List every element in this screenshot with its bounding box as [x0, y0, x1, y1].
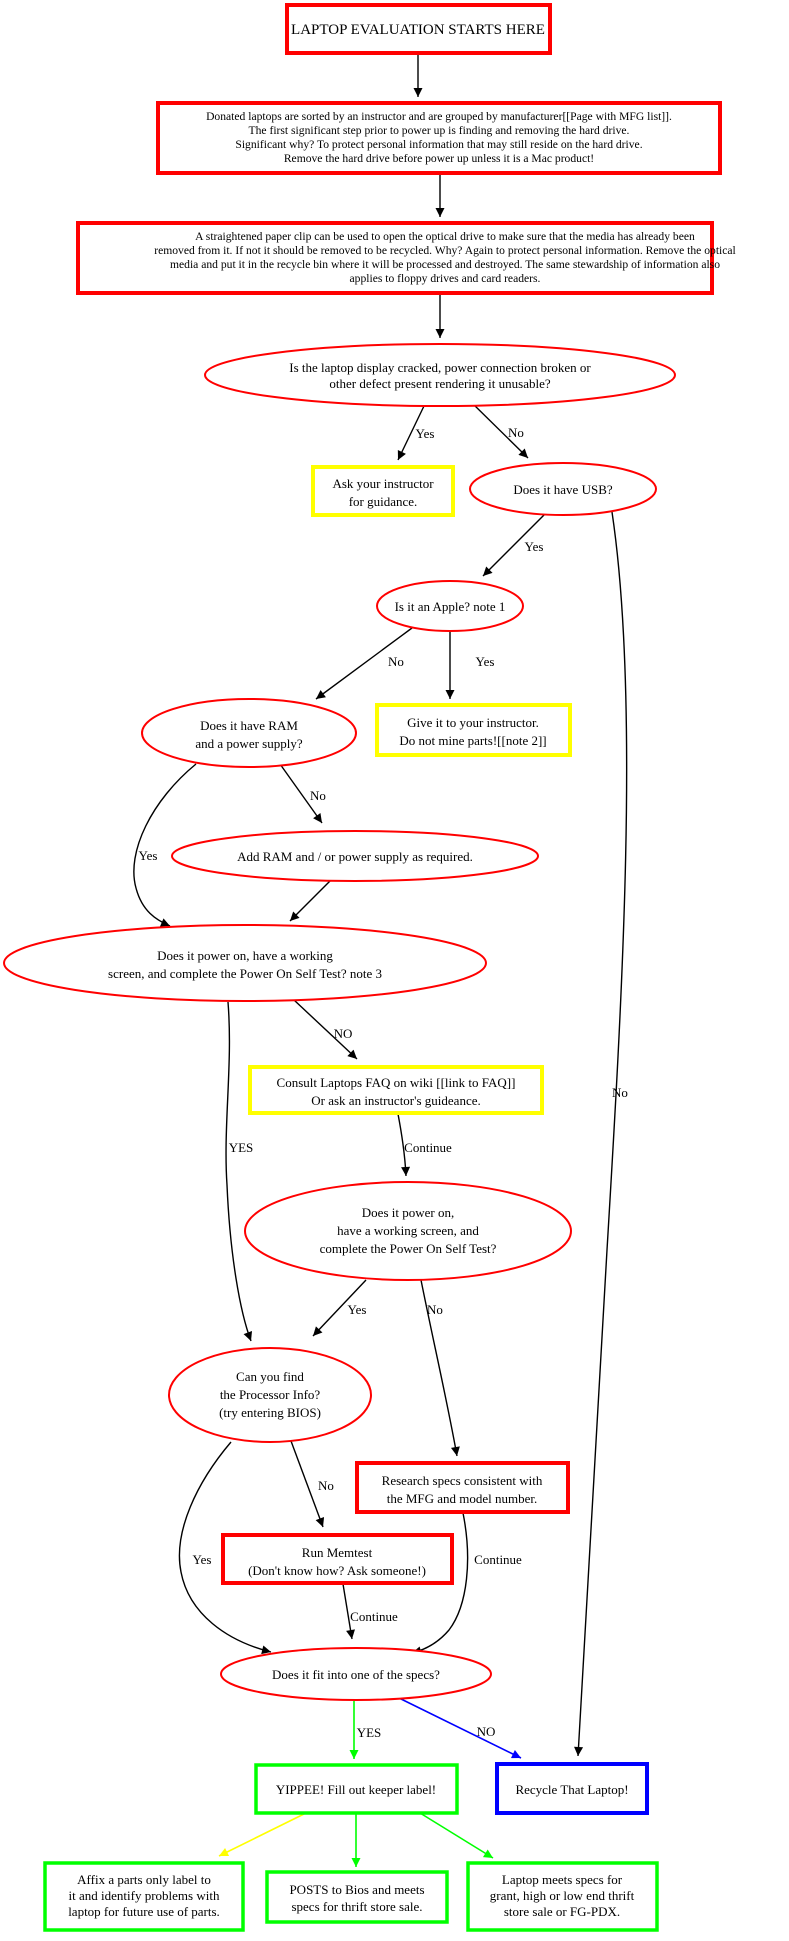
parts-label-line-1: Affix a parts only label to [77, 1872, 211, 1887]
edge-label-cracked-yes: Yes [415, 426, 435, 441]
edge-label-post1-no: NO [333, 1026, 353, 1041]
give-instructor-line-1: Give it to your instructor. [407, 715, 539, 730]
edge-label-apple-no: No [388, 654, 404, 669]
node-ram [142, 699, 356, 767]
recycle-label: Recycle That Laptop! [515, 1782, 629, 1797]
edge-label-post2-no: No [427, 1302, 443, 1317]
memtest-line-1: Run Memtest [301, 1545, 373, 1560]
give-instructor-line-2: Do not mine parts![[note 2]] [399, 733, 547, 748]
consult-faq-line-1: Consult Laptops FAQ on wiki [[link to FAQ]] [276, 1075, 516, 1090]
edge-label-post2-yes: Yes [347, 1302, 367, 1317]
node-posts-bios [267, 1872, 447, 1922]
edge-label-processor-no: No [318, 1478, 334, 1493]
edge-label-post1-yes: YES [228, 1140, 254, 1155]
sorted-line-1: Donated laptops are sorted by an instructor and are grouped by manufacturer[[Page with MFG list]]. [206, 110, 672, 123]
node-sorted [158, 103, 720, 173]
edge-label-ram-no: No [310, 788, 326, 803]
edge-label-ram-yes: Yes [138, 848, 158, 863]
edge-yippee-meets [420, 1813, 493, 1858]
node-post2 [245, 1182, 571, 1280]
posts-bios-line-1: POSTS to Bios and meets [289, 1882, 425, 1897]
post1-line-1: Does it power on, have a working [157, 948, 333, 963]
edge-label-usb-yes: Yes [524, 539, 544, 554]
node-post1 [4, 925, 486, 1001]
ask-instructor-line-1: Ask your instructor [332, 476, 434, 491]
node-cracked [205, 344, 675, 406]
research-line-2: the MFG and model number. [386, 1491, 538, 1506]
node-consult-faq [250, 1067, 542, 1113]
sorted-line-3: Significant why? To protect personal information that may still reside on the hard drive. [235, 138, 643, 151]
cracked-line-1: Is the laptop display cracked, power connection broken or [289, 360, 591, 375]
processor-line-3: (try entering BIOS) [219, 1405, 321, 1420]
posts-bios-box [267, 1872, 447, 1922]
posts-bios-line-2: specs for thrift store sale. [291, 1899, 423, 1914]
ram-ellipse [142, 699, 356, 767]
node-recycle [497, 1764, 647, 1813]
post2-line-3: complete the Power On Self Test? [319, 1241, 497, 1256]
add-ram-label: Add RAM and / or power supply as required. [237, 849, 473, 864]
node-add-ram [172, 831, 538, 881]
paperclip-line-1: A straightened paper clip can be used to open the optical drive to make sure that the media has already been [195, 230, 695, 243]
node-parts-label [45, 1863, 243, 1930]
edge-fit-recycle [399, 1698, 521, 1758]
memtest-line-2: (Don't know how? Ask someone!) [248, 1563, 426, 1578]
paperclip-line-4: applies to floppy drives and card readers. [349, 272, 541, 285]
edge-label-processor-yes: Yes [192, 1552, 212, 1567]
node-processor [169, 1348, 371, 1442]
ask-instructor-line-2: for guidance. [348, 494, 418, 509]
fit-specs-label: Does it fit into one of the specs? [272, 1667, 440, 1682]
node-fit-specs [221, 1648, 491, 1700]
post1-line-2: screen, and complete the Power On Self Test? note 3 [108, 966, 382, 981]
node-meets-specs [468, 1863, 657, 1930]
edge-yippee-parts [219, 1813, 306, 1856]
edge-post1-processor [226, 1002, 251, 1341]
edge-label-fit-no: NO [476, 1724, 496, 1739]
cracked-ellipse [205, 344, 675, 406]
meets-specs-line-1: Laptop meets specs for [501, 1872, 623, 1887]
node-start [287, 5, 550, 53]
paperclip-line-2: removed from it. If not it should be removed to be recycled. Why? Again to protect personal information. Remove the optical [154, 244, 736, 257]
node-ask-instructor [313, 467, 453, 515]
apple-label: Is it an Apple? note 1 [394, 599, 506, 614]
edge-usb-recycle [578, 512, 627, 1756]
post2-line-2: have a working screen, and [337, 1223, 479, 1238]
node-usb [470, 463, 656, 515]
start-label: LAPTOP EVALUATION STARTS HERE [291, 22, 545, 38]
post2-line-1: Does it power on, [361, 1205, 455, 1220]
node-paperclip [78, 223, 736, 293]
meets-specs-line-3: store sale or FG-PDX. [503, 1904, 621, 1919]
ram-line-1: Does it have RAM [200, 718, 298, 733]
ram-line-2: and a power supply? [195, 736, 303, 751]
yippee-label: YIPPEE! Fill out keeper label! [275, 1782, 437, 1797]
node-research [357, 1463, 568, 1512]
edge-label-cracked-no: No [508, 425, 524, 440]
processor-line-2: the Processor Info? [219, 1387, 321, 1402]
cracked-line-2: other defect present rendering it unusable? [329, 376, 551, 391]
research-line-1: Research specs consistent with [381, 1473, 543, 1488]
edge-label-usb-no: No [612, 1085, 628, 1100]
processor-line-1: Can you find [236, 1369, 304, 1384]
node-yippee [256, 1765, 457, 1813]
post1-ellipse [4, 925, 486, 1001]
edge-label-fit-yes: YES [356, 1725, 382, 1740]
edge-addram-post1 [290, 881, 330, 921]
sorted-line-4: Remove the hard drive before power up unless it is a Mac product! [283, 152, 595, 165]
edge-ram-post1 [134, 764, 196, 926]
consult-faq-line-2: Or ask an instructor's guideance. [311, 1093, 481, 1108]
node-give-instructor [377, 705, 570, 755]
edge-label-apple-yes: Yes [475, 654, 495, 669]
parts-label-line-3: laptop for future use of parts. [68, 1904, 220, 1919]
paperclip-line-3: media and put it in the recycle bin where it will be processed and destroyed. The same stewardship of information also [169, 258, 721, 271]
sorted-line-2: The first significant step prior to power up is finding and removing the hard drive. [248, 124, 630, 137]
edge-label-research-continue: Continue [474, 1552, 522, 1567]
edge-label-memtest-continue: Continue [350, 1609, 398, 1624]
node-apple [377, 581, 523, 631]
edge-label-faq-continue: Continue [404, 1140, 452, 1155]
node-memtest [223, 1535, 452, 1583]
parts-label-line-2: it and identify problems with [68, 1888, 220, 1903]
meets-specs-line-2: grant, high or low end thrift [489, 1888, 635, 1903]
usb-label: Does it have USB? [513, 482, 613, 497]
